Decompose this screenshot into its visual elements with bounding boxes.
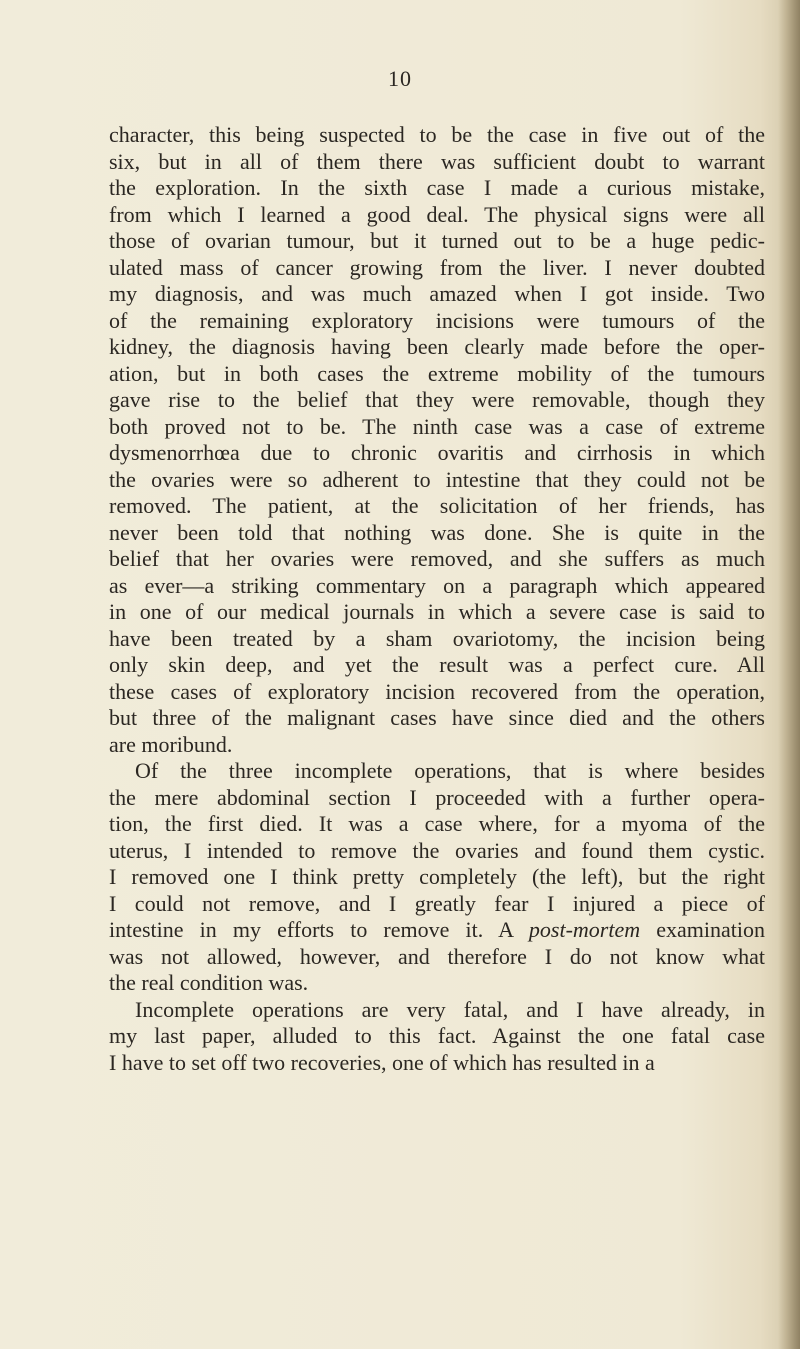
text-line: the ovaries were so adherent to intestine that they could not be bbox=[109, 466, 765, 492]
text-line: never been told that nothing was done. She is quite in the bbox=[109, 519, 765, 545]
text-line: dysmenorrhœa due to chronic ovaritis and cirrhosis in which bbox=[109, 440, 765, 465]
text-line: of the remaining exploratory incisions were tumours of the bbox=[109, 307, 765, 333]
text-line: six, but in all of them there was sufficient doubt to warrant bbox=[109, 148, 765, 174]
text-line: only skin deep, and yet the result was a perfect cure. All bbox=[109, 652, 765, 677]
text-line: the exploration. In the sixth case I made a curious mistake, bbox=[109, 175, 765, 200]
text-line: ulated mass of cancer growing from the liver. I never doubted bbox=[109, 254, 765, 280]
text-line: as ever—a striking commentary on a paragraph which appeared bbox=[109, 572, 765, 598]
text-line: kidney, the diagnosis having been clearly made before the oper- bbox=[109, 334, 765, 359]
page-number: 10 bbox=[388, 66, 412, 91]
text-line: tion, the first died. It was a case where, for a myoma of the bbox=[109, 811, 765, 836]
text-line: intestine in my efforts to remove it. A post-mortem examination bbox=[109, 917, 765, 942]
text-line: the mere abdominal section I proceeded with a further opera- bbox=[109, 784, 765, 810]
text-line: both proved not to be. The ninth case was a case of extreme bbox=[109, 413, 765, 439]
text-line: I have to set off two recoveries, one of which has resulted in a bbox=[109, 1049, 655, 1075]
text-line: are moribund. bbox=[109, 731, 233, 757]
text-line: uterus, I intended to remove the ovaries and found them cystic. bbox=[109, 837, 765, 863]
text-line: I could not remove, and I greatly fear I injured a piece of bbox=[109, 890, 765, 916]
text-line: the real condition was. bbox=[109, 970, 309, 995]
text-line: gave rise to the belief that they were removable, though they bbox=[109, 387, 765, 412]
body-text bbox=[109, 122, 765, 1076]
text-line: my last paper, alluded to this fact. Against the one fatal case bbox=[109, 1023, 765, 1048]
text-line: Incomplete operations are very fatal, and I have already, in bbox=[135, 996, 765, 1022]
text-line: my diagnosis, and was much amazed when I got inside. Two bbox=[109, 281, 765, 306]
text-line: ation, but in both cases the extreme mobility of the tumours bbox=[109, 360, 765, 386]
text-line: belief that her ovaries were removed, and she suffers as much bbox=[109, 546, 765, 571]
text-line: from which I learned a good deal. The physical signs were all bbox=[109, 201, 765, 227]
text-line: in one of our medical journals in which a severe case is said to bbox=[109, 599, 765, 624]
italic-phrase: post-mortem bbox=[528, 917, 641, 942]
text-line: Of the three incomplete operations, that is where besides bbox=[135, 758, 765, 783]
text-line: but three of the malignant cases have since died and the others bbox=[109, 705, 765, 730]
text-line: I removed one I think pretty completely (the left), but the right bbox=[109, 864, 765, 889]
text-line: was not allowed, however, and therefore I do not know what bbox=[109, 943, 765, 969]
text-line: those of ovarian tumour, but it turned out to be a huge pedic- bbox=[109, 228, 765, 253]
text-line: these cases of exploratory incision recovered from the operation, bbox=[109, 678, 765, 704]
page-edge-shadow bbox=[778, 0, 800, 1349]
text-line: character, this being suspected to be the case in five out of the bbox=[109, 122, 765, 147]
text-line: removed. The patient, at the solicitation of her friends, has bbox=[109, 493, 765, 518]
text-line: have been treated by a sham ovariotomy, the incision being bbox=[109, 625, 765, 651]
